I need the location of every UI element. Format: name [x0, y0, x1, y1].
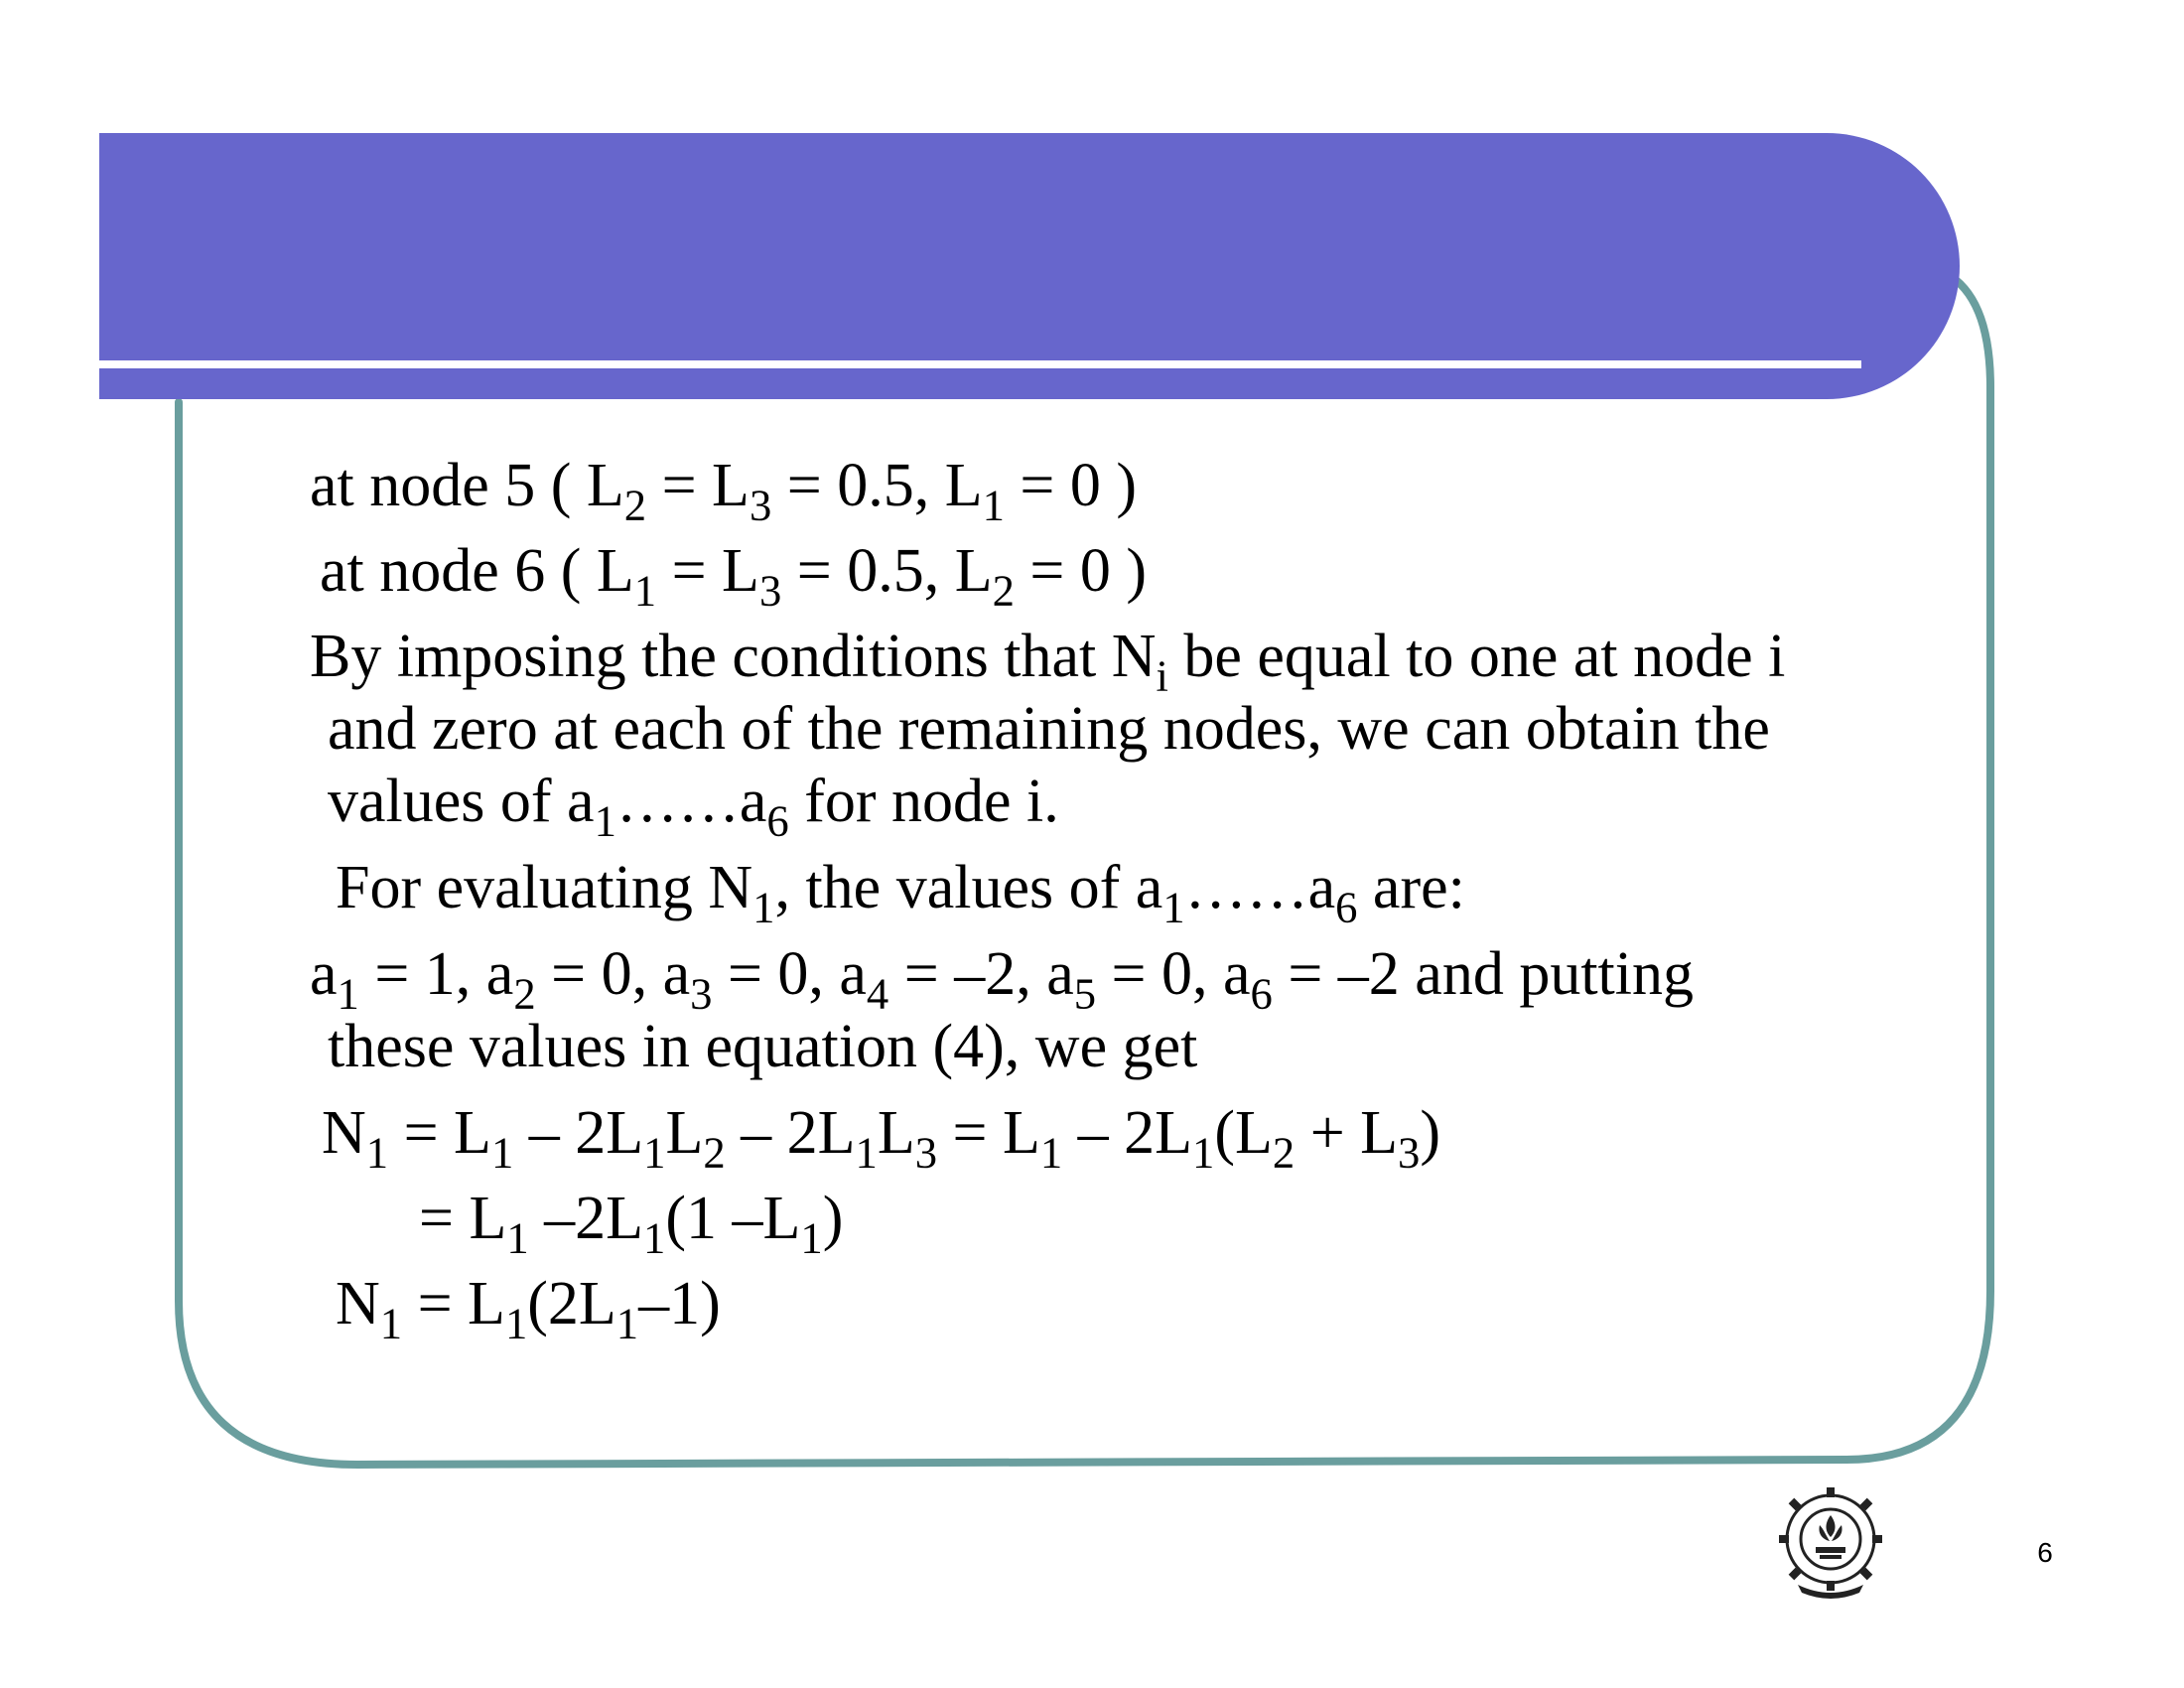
line-imposing-1 [310, 623, 1786, 701]
subscript: 1 [1192, 1127, 1215, 1178]
subscript: 6 [766, 795, 789, 846]
text-run: For evaluating N [336, 854, 753, 921]
subscript: 2 [513, 968, 536, 1019]
text-run: L [665, 1099, 704, 1167]
line-node5 [310, 452, 1138, 530]
text-run: = L [402, 1270, 505, 1337]
text-run: = 0, a [1096, 940, 1251, 1008]
subscript: 6 [1335, 882, 1358, 932]
text-run: = L [656, 537, 759, 605]
text-run: be equal to one at node i [1167, 623, 1786, 690]
text-run: = L [646, 452, 750, 519]
subscript: 1 [1162, 882, 1185, 932]
subscript: 1 [752, 882, 775, 932]
text-run: values of a [328, 768, 595, 835]
text-run: at node 5 ( L [310, 452, 624, 519]
line-imposing-3 [328, 768, 1059, 846]
text-run: ) [1420, 1099, 1440, 1167]
line-evaluating [336, 854, 1465, 932]
text-run: = 0 ) [1014, 537, 1148, 605]
text-run: = L [937, 1099, 1040, 1167]
subscript: 1 [594, 795, 616, 846]
line-coefficients-1 [310, 940, 1694, 1019]
text-run: –2L [528, 1185, 644, 1252]
text-run: N [336, 1270, 380, 1337]
page-number: 6 [2037, 1537, 2053, 1568]
text-run: are: [1357, 854, 1465, 921]
header-stripe [99, 360, 1861, 368]
text-run: = 0, a [535, 940, 691, 1008]
text-run: = –2 and putting [1272, 940, 1694, 1008]
line-node6 [320, 537, 1148, 616]
subscript: 1 [643, 1212, 666, 1263]
subscript: 2 [703, 1127, 726, 1178]
subscript: 1 [506, 1212, 529, 1263]
subscript: 6 [1250, 968, 1273, 1019]
text-run: at node 6 ( L [320, 537, 634, 605]
subscript: 1 [800, 1212, 823, 1263]
text-run: – 2L [1062, 1099, 1193, 1167]
text-run: = 0.5, L [781, 537, 993, 605]
subscript: 4 [866, 968, 889, 1019]
text-run: – 2L [513, 1099, 644, 1167]
text-run: ……a [615, 768, 767, 835]
subscript: 1 [615, 1298, 639, 1348]
text-run: N [322, 1099, 366, 1167]
text-run: – 2L [725, 1099, 856, 1167]
subscript: 1 [337, 968, 359, 1019]
text-run: (1 –L [665, 1185, 801, 1252]
subscript: 1 [490, 1127, 514, 1178]
line-equation-2 [419, 1185, 844, 1263]
text-run: = 0, a [712, 940, 867, 1008]
subscript: 3 [690, 968, 713, 1019]
subscript: 1 [365, 1127, 389, 1178]
text-run: = 1, a [358, 940, 514, 1008]
text-run: = L [419, 1185, 507, 1252]
subscript: 2 [623, 480, 647, 530]
subscript: 3 [758, 565, 782, 616]
text-run: for node i. [788, 768, 1059, 835]
subscript: 1 [379, 1298, 403, 1348]
text-run: = –2, a [888, 940, 1074, 1008]
text-run: By imposing the conditions that N [310, 623, 1157, 690]
subscript: 1 [633, 565, 657, 616]
subscript: 2 [1272, 1127, 1296, 1178]
subscript: 1 [1039, 1127, 1063, 1178]
text-run: + L [1295, 1099, 1399, 1167]
text-run: = L [388, 1099, 491, 1167]
subscript: 3 [749, 480, 772, 530]
text-run: L [877, 1099, 915, 1167]
text-run: a [310, 940, 338, 1008]
text-run: these values in equation (4), we get [328, 1013, 1198, 1080]
line-equation-3 [336, 1270, 721, 1348]
text-run: = 0.5, L [771, 452, 983, 519]
text-run: ) [822, 1185, 844, 1252]
subscript: 1 [504, 1298, 528, 1348]
line-equation-1 [322, 1099, 1440, 1178]
text-run: ……a [1184, 854, 1336, 921]
line-coefficients-2 [328, 1013, 1198, 1080]
subscript: 1 [643, 1127, 666, 1178]
text-run: , the values of a [774, 854, 1163, 921]
subscript: i [1156, 650, 1168, 701]
institute-seal-icon [1770, 1481, 1891, 1603]
text-run: (L [1214, 1099, 1273, 1167]
text-run: –1) [638, 1270, 721, 1337]
subscript: 1 [855, 1127, 878, 1178]
text-run: and zero at each of the remaining nodes, we can obtain the [328, 695, 1770, 763]
subscript: 3 [1398, 1127, 1421, 1178]
subscript: 1 [982, 480, 1005, 530]
subscript: 5 [1073, 968, 1097, 1019]
text-run: (2L [527, 1270, 616, 1337]
header-banner [99, 133, 1960, 399]
subscript: 2 [992, 565, 1015, 616]
line-imposing-2 [328, 695, 1770, 763]
subscript: 3 [914, 1127, 937, 1178]
text-run: = 0 ) [1004, 452, 1138, 519]
